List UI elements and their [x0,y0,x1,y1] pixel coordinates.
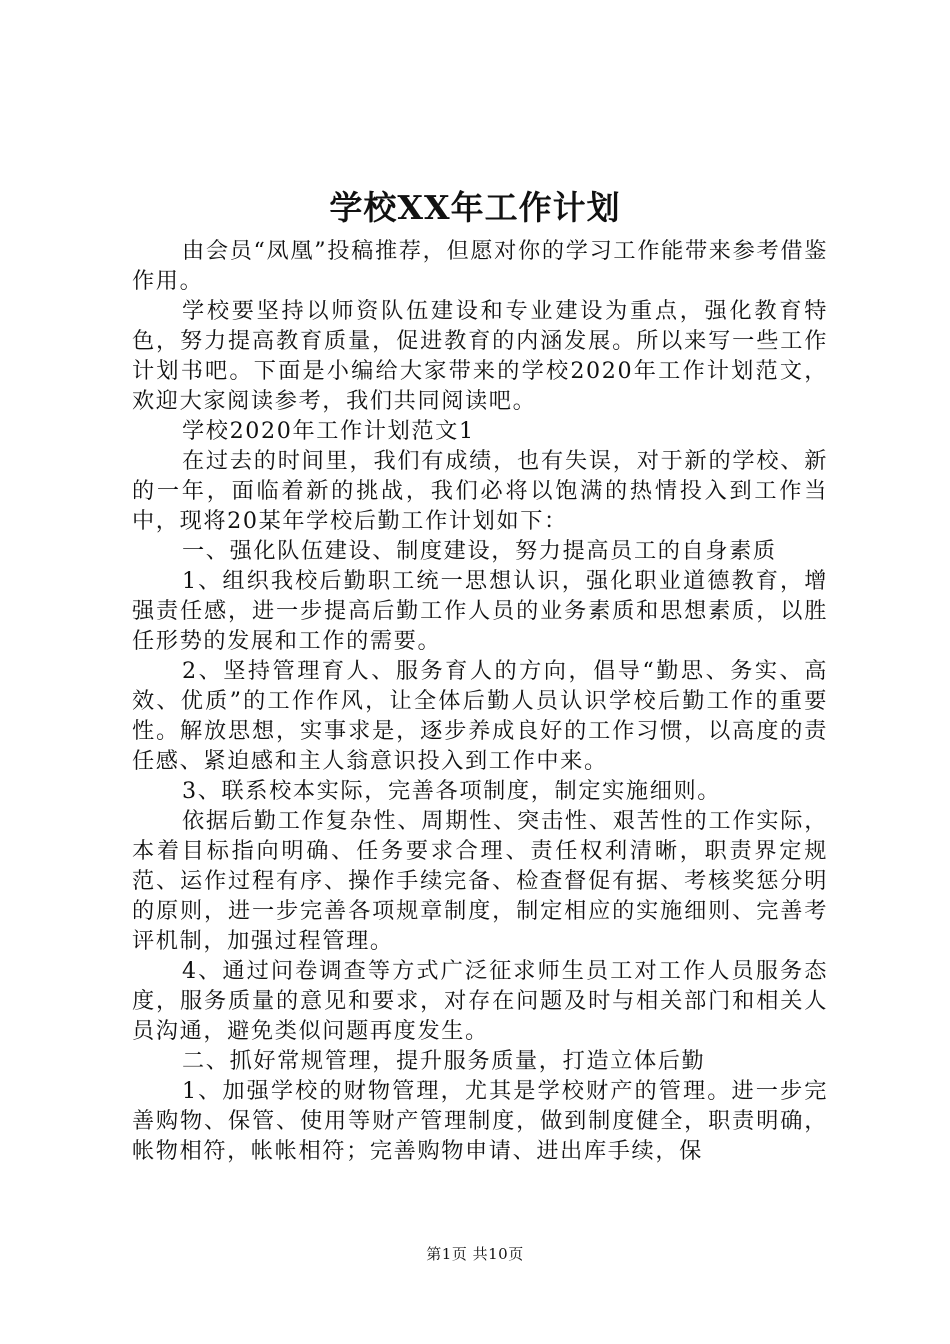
paragraph-item-2: 2、坚持管理育人、服务育人的方向，倡导“勤思、务实、高效、优质”的工作作风，让全体后勤人员认识学校后勤工作的重要性。解放思想，实事求是，逐步养成良好的工作习惯，以高度的责任感、紧迫感和主人翁意识投入到工作中来。 [132,658,828,774]
section-heading-2: 二、抓好常规管理，提升服务质量，打造立体后勤 [182,1048,706,1074]
section-heading-1: 一、强化队伍建设、制度建设，努力提高员工的自身素质 [182,538,777,564]
paragraph-opening: 在过去的时间里，我们有成绩，也有失误，对于新的学校、新的一年，面临着新的挑战，我们必将以饱满的热情投入到工作当中，现将20某年学校后勤工作计划如下： [132,448,828,534]
paragraph-item-4: 4、通过问卷调查等方式广泛征求师生员工对工作人员服务态度，服务质量的意见和要求，对存在问题及时与相关部门和相关人员沟通，避免类似问题再度发生。 [132,958,828,1044]
page-footer: 第1页 共10页 [426,1245,524,1263]
document-body [132,236,828,1166]
paragraph-intro-note: 由会员“凤凰”投稿推荐，但愿对你的学习工作能带来参考借鉴作用。 [132,238,828,294]
paragraph-item-3: 3、联系校本实际，完善各项制度，制定实施细则。 [182,778,722,804]
paragraph-item-3-detail: 依据后勤工作复杂性、周期性、突击性、艰苦性的工作实际，本着目标指向明确、任务要求合理、责任权利清晰，职责界定规范、运作过程有序、操作手续完备、检查督促有据、考核奖惩分明的原则，进一步完善各项规章制度，制定相应的实施细则、完善考评机制，加强过程管理。 [132,808,828,954]
paragraph-intro: 学校要坚持以师资队伍建设和专业建设为重点，强化教育特色，努力提高教育质量，促进教育的内涵发展。所以来写一些工作计划书吧。下面是小编给大家带来的学校2020年工作计划范文，欢迎大家阅读参考，我们共同阅读吧。 [132,298,828,414]
paragraph-section-2-item-1: 1、加强学校的财物管理，尤其是学校财产的管理。进一步完善购物、保管、使用等财产管理制度，做到制度健全，职责明确，帐物相符，帐帐相符；完善购物申请、进出库手续，保 [132,1078,828,1164]
paragraph-item-1: 1、组织我校后勤职工统一思想认识，强化职业道德教育，增强责任感，进一步提高后勤工作人员的业务素质和思想素质，以胜任形势的发展和工作的需要。 [132,568,828,654]
document-title: 学校XX年工作计划 [329,188,621,227]
section-heading-sample-1: 学校2020年工作计划范文1 [182,418,475,444]
